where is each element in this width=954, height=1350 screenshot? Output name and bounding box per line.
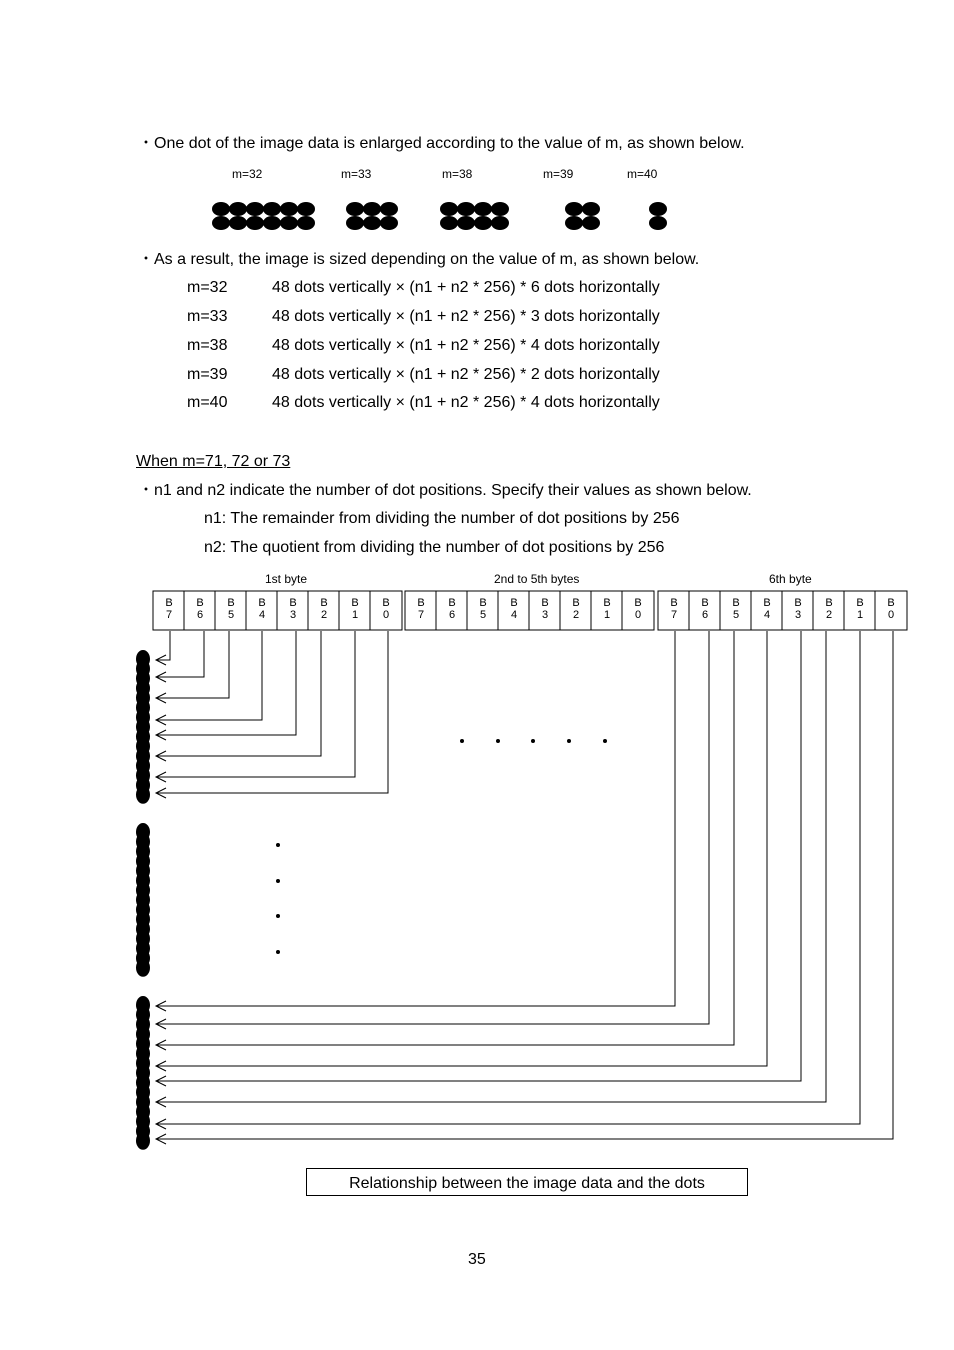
enlarged-dot — [380, 216, 398, 230]
bit-cell: B 1 — [856, 597, 864, 621]
bit-cell: B 3 — [541, 597, 549, 621]
bit-cell: B 4 — [763, 597, 771, 621]
section-heading: When m=71, 72 or 73 — [136, 453, 291, 470]
bit-cell: B 5 — [227, 597, 235, 621]
enlarged-dot — [263, 216, 281, 230]
enlarged-dot — [229, 216, 247, 230]
ellipsis-dot — [496, 739, 500, 743]
bit-to-dot-arrow — [157, 631, 388, 793]
bit-cell: B 6 — [701, 597, 709, 621]
size-desc: 48 dots vertically × (n1 + n2 * 256) * 4 dots horizontally — [272, 337, 660, 354]
bit-cell: B 5 — [479, 597, 487, 621]
ellipsis-dot — [567, 739, 571, 743]
bit-cell: B 0 — [887, 597, 895, 621]
enlarged-dot — [212, 202, 230, 216]
enlarged-dot — [280, 202, 298, 216]
bit-to-dot-arrow — [157, 631, 296, 735]
enlarged-dot — [363, 216, 381, 230]
bit-cell: B 0 — [382, 597, 390, 621]
enlarged-dot — [212, 216, 230, 230]
size-desc: 48 dots vertically × (n1 + n2 * 256) * 3 dots horizontally — [272, 308, 660, 325]
enlarged-dot — [457, 216, 475, 230]
bullet-enlarge: ・One dot of the image data is enlarged according to the value of m, as shown below. — [138, 135, 745, 152]
bit-cell: B 2 — [825, 597, 833, 621]
enlarged-dot — [297, 202, 315, 216]
enlarged-dot — [440, 202, 458, 216]
enlarged-dot — [582, 202, 600, 216]
enlarged-dot — [229, 202, 247, 216]
printed-dot — [136, 959, 150, 977]
bit-cell: B 6 — [196, 597, 204, 621]
bullet-result-size: ・As a result, the image is sized depending on the value of m, as shown below. — [138, 251, 700, 268]
ellipsis-dot — [276, 914, 280, 918]
bit-cell: B 4 — [258, 597, 266, 621]
enlarged-dot — [649, 216, 667, 230]
enlarged-dot — [380, 202, 398, 216]
bit-cell: B 4 — [510, 597, 518, 621]
bit-to-dot-arrow — [157, 631, 355, 777]
size-m: m=38 — [187, 337, 228, 354]
byte-label-6th: 6th byte — [769, 572, 812, 586]
enlarged-dot — [474, 216, 492, 230]
bit-cell: B 5 — [732, 597, 740, 621]
dot-group-label: m=40 — [627, 167, 658, 181]
dot-group-label: m=32 — [232, 167, 263, 181]
printed-dot — [136, 786, 150, 804]
enlarged-dot — [346, 202, 364, 216]
bit-to-dot-arrow — [157, 631, 893, 1139]
enlarged-dot — [440, 216, 458, 230]
size-m: m=40 — [187, 394, 228, 411]
ellipsis-dot — [276, 950, 280, 954]
bit-cell: B 0 — [634, 597, 642, 621]
bit-cell: B 3 — [794, 597, 802, 621]
enlarged-dot — [565, 216, 583, 230]
ellipsis-dot — [531, 739, 535, 743]
enlarged-dot — [649, 202, 667, 216]
enlarged-dot — [457, 202, 475, 216]
bit-cell: B 6 — [448, 597, 456, 621]
page-number: 35 — [468, 1251, 486, 1268]
enlarged-dot — [297, 216, 315, 230]
bullet-n1-n2: ・n1 and n2 indicate the number of dot positions. Specify their values as shown below. — [138, 482, 752, 499]
enlarged-dot — [246, 216, 264, 230]
n2-definition: n2: The quotient from dividing the number of dot positions by 256 — [204, 539, 665, 556]
bit-to-dot-arrow — [157, 631, 170, 660]
byte-label-1st: 1st byte — [265, 572, 308, 586]
bit-cell: B 7 — [417, 597, 425, 621]
figure-caption: Relationship between the image data and the dots — [306, 1168, 748, 1196]
bit-cell: B 1 — [351, 597, 359, 621]
bit-cell: B 7 — [165, 597, 173, 621]
enlarged-dot — [363, 202, 381, 216]
enlarged-dot — [565, 202, 583, 216]
enlarged-dot — [491, 202, 509, 216]
dot-group-label: m=39 — [543, 167, 574, 181]
ellipsis-dot — [276, 879, 280, 883]
bit-cell: B 2 — [320, 597, 328, 621]
bit-to-dot-arrow — [157, 631, 229, 698]
bit-cell: B 1 — [603, 597, 611, 621]
byte-label-middle: 2nd to 5th bytes — [494, 572, 580, 586]
size-m: m=39 — [187, 366, 228, 383]
bit-to-dot-arrow — [157, 631, 709, 1024]
enlarged-dot — [474, 202, 492, 216]
dot-group-label: m=38 — [442, 167, 473, 181]
bit-to-dot-arrow — [157, 631, 262, 720]
bit-to-dot-arrow — [157, 631, 204, 677]
bit-to-dot-arrow — [157, 631, 826, 1102]
bit-cell: B 3 — [289, 597, 297, 621]
size-m: m=32 — [187, 279, 228, 296]
enlarged-dot — [263, 202, 281, 216]
enlarged-dot — [491, 216, 509, 230]
bit-cell: B 2 — [572, 597, 580, 621]
enlarged-dot — [246, 202, 264, 216]
size-desc: 48 dots vertically × (n1 + n2 * 256) * 4 dots horizontally — [272, 394, 660, 411]
bit-to-dot-arrow — [157, 631, 734, 1045]
enlarged-dot — [582, 216, 600, 230]
size-m: m=33 — [187, 308, 228, 325]
printed-dot — [136, 1132, 150, 1150]
enlarged-dot — [280, 216, 298, 230]
dot-group-label: m=33 — [341, 167, 372, 181]
n1-definition: n1: The remainder from dividing the number of dot positions by 256 — [204, 510, 680, 527]
ellipsis-dot — [276, 843, 280, 847]
ellipsis-dot — [460, 739, 464, 743]
bit-to-dot-arrow — [157, 631, 801, 1081]
bit-to-dot-arrow — [157, 631, 675, 1006]
bit-cell: B 7 — [670, 597, 678, 621]
ellipsis-dot — [603, 739, 607, 743]
enlarged-dot — [346, 216, 364, 230]
size-desc: 48 dots vertically × (n1 + n2 * 256) * 6 dots horizontally — [272, 279, 660, 296]
size-desc: 48 dots vertically × (n1 + n2 * 256) * 2 dots horizontally — [272, 366, 660, 383]
